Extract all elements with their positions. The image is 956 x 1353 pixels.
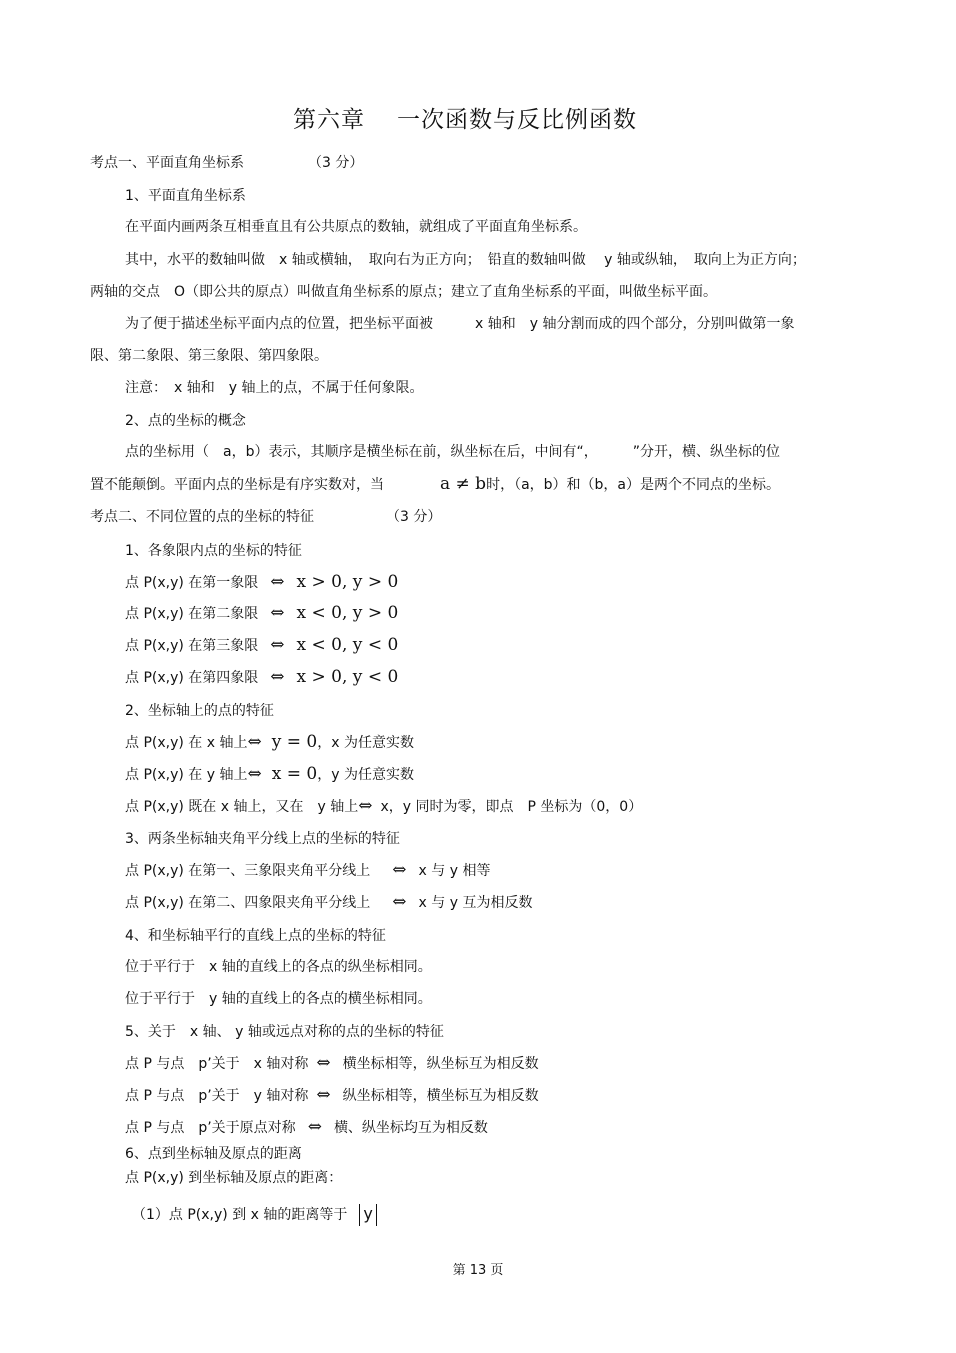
bis-l1-post: x 与 y 相等 [418, 863, 491, 879]
chapter-name: 一次函数与反比例函数 [397, 107, 637, 133]
quadrant-line-2 [125, 603, 398, 624]
kp2-score: （3 分） [386, 509, 442, 525]
bis-l2-post: x 与 y 互为相反数 [418, 895, 533, 911]
iff-symbol: ⇔ [316, 1053, 331, 1073]
sym-l2-pre: 点 P 与点 p’关于 y 轴对称 [125, 1088, 309, 1104]
dist-line-1 [132, 1204, 377, 1226]
y-eq-0-formula: y = 0 [271, 732, 318, 752]
x-eq-0-formula: x = 0 [271, 764, 318, 784]
s1-note: 注意： x 轴和 y 轴上的点，不属于任何象限。 [125, 380, 424, 396]
axis-l3-post: x，y 同时为零，即点 P 坐标为（0，0） [380, 799, 643, 815]
axis-heading: 2、坐标轴上的点的特征 [125, 703, 274, 719]
page-number: 第 13 页 [452, 1263, 504, 1278]
dist-intro: 点 P(x,y) 到坐标轴及原点的距离： [125, 1170, 343, 1186]
sym-line-3 [125, 1117, 488, 1138]
q-heading: 1、各象限内点的坐标的特征 [125, 543, 302, 559]
axis-l2-pre: 点 P(x,y) 在 y 轴上 [125, 767, 248, 783]
kp2-heading [90, 507, 441, 527]
iff-symbol: ⇔ [270, 603, 285, 623]
quadrant-4-condition: x > 0, y < 0 [296, 667, 399, 687]
s1-p3a: 为了便于描述坐标平面内点的位置，把坐标平面被 x 轴和 y 轴分割而成的四个部分，分别叫做第一象 [125, 316, 795, 332]
kp2-label: 考点二、不同位置的点的坐标的特征 [90, 509, 314, 525]
s1-p2b: 两轴的交点 O（即公共的原点）叫做直角坐标系的原点；建立了直角坐标系的平面，叫做坐标平面。 [90, 284, 718, 300]
iff-symbol: ⇔ [270, 667, 285, 687]
sym-heading: 5、关于 x 轴、 y 轴或远点对称的点的坐标的特征 [125, 1024, 444, 1040]
bis-l1-pre: 点 P(x,y) 在第一、三象限夹角平分线上 [125, 863, 371, 879]
sym-line-1 [125, 1053, 539, 1074]
s2-p1b-pre: 置不能颠倒。平面内点的坐标是有序实数对，当 [90, 477, 384, 493]
s1-p2a: 其中，水平的数轴叫做 x 轴或横轴， 取向右为正方向； 铅直的数轴叫做 y 轴或纵轴， 取向上为正方向； [125, 252, 806, 268]
sym-l1-post: 横坐标相等，纵坐标互为相反数 [342, 1056, 539, 1072]
chapter-title [0, 101, 930, 134]
iff-symbol: ⇔ [392, 892, 407, 912]
iff-symbol: ⇔ [392, 860, 407, 880]
quadrant-1-condition: x > 0, y > 0 [296, 572, 399, 592]
iff-symbol: ⇔ [247, 764, 262, 784]
quadrant-3-condition: x < 0, y < 0 [296, 635, 399, 655]
iff-symbol: ⇔ [307, 1117, 322, 1137]
chapter-number: 第六章 [293, 107, 365, 133]
s2-p1b [90, 474, 780, 495]
bis-heading: 3、两条坐标轴夹角平分线上点的坐标的特征 [125, 831, 400, 847]
axis-l1-pre: 点 P(x,y) 在 x 轴上 [125, 735, 248, 751]
s1-heading: 1、平面直角坐标系 [125, 188, 246, 204]
s1-p1: 在平面内画两条互相垂直且有公共原点的数轴，就组成了平面直角坐标系。 [125, 219, 587, 235]
bis-l2-pre: 点 P(x,y) 在第二、四象限夹角平分线上 [125, 895, 371, 911]
kp1-heading [90, 153, 363, 173]
s2-p1a: 点的坐标用（ a，b）表示，其顺序是横坐标在前，纵坐标在后，中间有“， ”分开，横、纵坐标的位 [125, 444, 780, 460]
quadrant-3-text: 点 P(x,y) 在第三象限 [125, 638, 259, 654]
axis-line-1 [125, 732, 414, 753]
s1-p3b: 限、第二象限、第三象限、第四象限。 [90, 348, 328, 364]
sym-l2-post: 纵坐标相等，横坐标互为相反数 [342, 1088, 539, 1104]
bis-line-2 [125, 892, 532, 913]
quadrant-2-text: 点 P(x,y) 在第二象限 [125, 606, 259, 622]
dist-heading: 6、点到坐标轴及原点的距离 [125, 1146, 302, 1162]
iff-symbol: ⇔ [316, 1085, 331, 1105]
quadrant-line-4 [125, 667, 398, 688]
quadrant-2-condition: x < 0, y > 0 [296, 603, 399, 623]
bis-line-1 [125, 860, 490, 881]
sym-line-2 [125, 1085, 539, 1106]
a-neq-b-formula: a ≠ b [440, 474, 487, 494]
sym-l1-pre: 点 P 与点 p’关于 x 轴对称 [125, 1056, 309, 1072]
s2-heading: 2、点的坐标的概念 [125, 413, 246, 429]
iff-symbol: ⇔ [247, 732, 262, 752]
axis-l2-post: ，y 为任意实数 [317, 767, 414, 783]
quadrant-line-3 [125, 635, 398, 656]
iff-symbol: ⇔ [358, 796, 373, 816]
axis-l3-pre: 点 P(x,y) 既在 x 轴上，又在 y 轴上 [125, 799, 359, 815]
sym-l3-pre: 点 P 与点 p’关于原点对称 [125, 1120, 296, 1136]
axis-l1-post: ，x 为任意实数 [317, 735, 414, 751]
dist-l1-pre: （1）点 P(x,y) 到 x 轴的距离等于 [132, 1207, 348, 1223]
sym-l3-post: 横、纵坐标均互为相反数 [333, 1120, 488, 1136]
iff-symbol: ⇔ [270, 572, 285, 592]
abs-y-formula: y [359, 1204, 376, 1226]
axis-line-3 [125, 796, 642, 817]
kp1-score: （3 分） [308, 155, 364, 171]
s2-p1b-post: 时，（a，b）和（b，a）是两个不同点的坐标。 [486, 477, 781, 493]
par-line-1: 位于平行于 x 轴的直线上的各点的纵坐标相同。 [125, 959, 432, 975]
kp1-label: 考点一、平面直角坐标系 [90, 155, 244, 171]
quadrant-1-text: 点 P(x,y) 在第一象限 [125, 575, 259, 591]
iff-symbol: ⇔ [270, 635, 285, 655]
par-line-2: 位于平行于 y 轴的直线上的各点的横坐标相同。 [125, 991, 432, 1007]
par-heading: 4、和坐标轴平行的直线上点的坐标的特征 [125, 928, 386, 944]
quadrant-line-1 [125, 572, 398, 593]
axis-line-2 [125, 764, 414, 785]
quadrant-4-text: 点 P(x,y) 在第四象限 [125, 670, 259, 686]
